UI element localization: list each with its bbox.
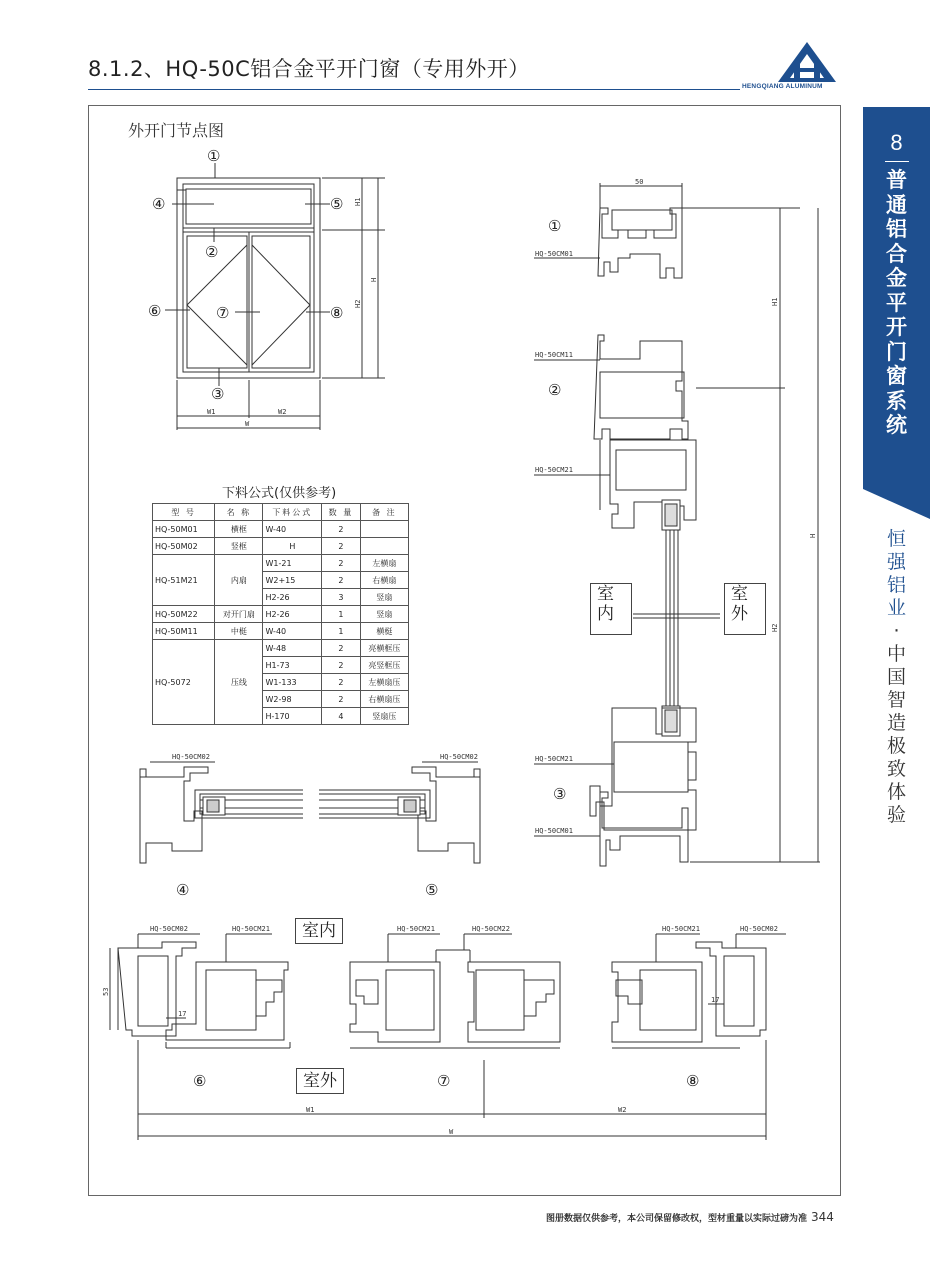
dim-h1-elevation: H1 (354, 197, 362, 206)
label-outside-horizontal: 室外 (296, 1068, 344, 1094)
table-header-row: 型 号 名 称 下料公式 数 量 备 注 (153, 504, 409, 521)
label-cm22-b2: HQ-50CM22 (472, 925, 510, 933)
dim-50: 50 (635, 178, 644, 186)
brand-name: HENGQIANG ALUMINUM (742, 83, 823, 90)
page-title: 8.1.2、HQ-50C铝合金平开门窗（专用外开） (88, 57, 530, 81)
footer-disclaimer: 图册数据仅供参考，本公司保留修改权，型材重量以实际过磅为准 (546, 1214, 808, 1224)
label-cm21-bottom: HQ-50CM21 (535, 755, 573, 763)
marker-4-section: ④ (176, 881, 190, 899)
label-cm02-b1: HQ-50CM02 (150, 925, 188, 933)
label-cm21-b3: HQ-50CM21 (662, 925, 700, 933)
vertical-section (534, 183, 820, 866)
marker-1-section: ① (548, 217, 562, 235)
chapter-number: 8 (890, 130, 903, 155)
dim-17-left: 17 (178, 1010, 187, 1018)
dim-53: 53 (102, 987, 110, 996)
table-row: H-170 4 竖扇压 (153, 708, 409, 725)
table-row: HQ-5072 压线 W-48 2 亮横框压 (153, 640, 409, 657)
table-row: HQ-50M02 竖框 H 2 (153, 538, 409, 555)
marker-4-elevation: ④ (152, 195, 166, 213)
dim-h-section: H (809, 533, 817, 538)
section-4-5 (140, 762, 480, 863)
dim-w1-section: W1 (306, 1106, 315, 1114)
marker-3-elevation: ③ (211, 385, 225, 403)
marker-1-elevation: ① (207, 147, 221, 165)
table-row: H2-26 3 竖扇 (153, 589, 409, 606)
dim-w2-section: W2 (618, 1106, 627, 1114)
dim-17-right: 17 (711, 996, 720, 1004)
slogan: 恒 强 铝 业 · 中 国 智 造 极 致 体 验 (886, 528, 906, 826)
marker-7-elevation: ⑦ (216, 304, 230, 322)
marker-6-section: ⑥ (193, 1072, 207, 1090)
table-row: HQ-50M22 对开门扇 H2-26 1 竖扇 (153, 606, 409, 623)
table-row: HQ-50M01 横框 W-40 2 (153, 521, 409, 538)
chapter-title: 普 通 铝 合 金 平 开 门 窗 系 统 (886, 168, 907, 437)
label-inside-horizontal: 室内 (295, 918, 343, 944)
label-cm02-right: HQ-50CM02 (440, 753, 478, 761)
dim-h2-elevation: H2 (354, 299, 362, 308)
marker-7-section: ⑦ (437, 1072, 451, 1090)
label-outside-vertical: 室外 (724, 583, 766, 635)
dim-h2-section: H2 (771, 623, 779, 632)
table-row: W2+15 2 右横扇 (153, 572, 409, 589)
label-cm02-left: HQ-50CM02 (172, 753, 210, 761)
table-row: HQ-50M11 中梃 W-40 1 横梃 (153, 623, 409, 640)
dim-w-elevation: W (245, 420, 250, 428)
label-inside-vertical: 室内 (590, 583, 632, 635)
section-6-7-8 (110, 934, 786, 1140)
marker-5-elevation: ⑤ (330, 195, 344, 213)
dim-h1-section: H1 (771, 297, 779, 306)
label-cm01-bottom: HQ-50CM01 (535, 827, 573, 835)
marker-2-elevation: ② (205, 243, 219, 261)
dim-w-section: W (449, 1128, 454, 1136)
label-cm01-top: HQ-50CM01 (535, 250, 573, 258)
marker-2-section: ② (548, 381, 562, 399)
label-cm02-b3: HQ-50CM02 (740, 925, 778, 933)
label-cm21-b2: HQ-50CM21 (397, 925, 435, 933)
page-number: 344 (811, 1210, 834, 1224)
cut-table-title: 下料公式(仅供参考) (222, 486, 337, 501)
marker-8-section: ⑧ (686, 1072, 700, 1090)
dim-w1-elevation: W1 (207, 408, 216, 416)
section-title: 外开门节点图 (128, 121, 225, 140)
marker-6-elevation: ⑥ (148, 302, 162, 320)
cut-formula-table (152, 503, 409, 725)
table-row: W2-98 2 右横扇压 (153, 691, 409, 708)
door-elevation (165, 163, 385, 430)
label-cm11: HQ-50CM11 (535, 351, 573, 359)
label-cm21-b1: HQ-50CM21 (232, 925, 270, 933)
marker-5-section: ⑤ (425, 881, 439, 899)
table-row: H1-73 2 亮竖框压 (153, 657, 409, 674)
table-row: W1-133 2 左横扇压 (153, 674, 409, 691)
dim-w2-elevation: W2 (278, 408, 287, 416)
marker-8-elevation: ⑧ (330, 304, 344, 322)
dim-h-elevation: H (370, 277, 378, 282)
table-row: HQ-51M21 内扇 W1-21 2 左横扇 (153, 555, 409, 572)
label-cm21-mid: HQ-50CM21 (535, 466, 573, 474)
marker-3-section: ③ (553, 785, 567, 803)
footer (546, 1210, 834, 1224)
